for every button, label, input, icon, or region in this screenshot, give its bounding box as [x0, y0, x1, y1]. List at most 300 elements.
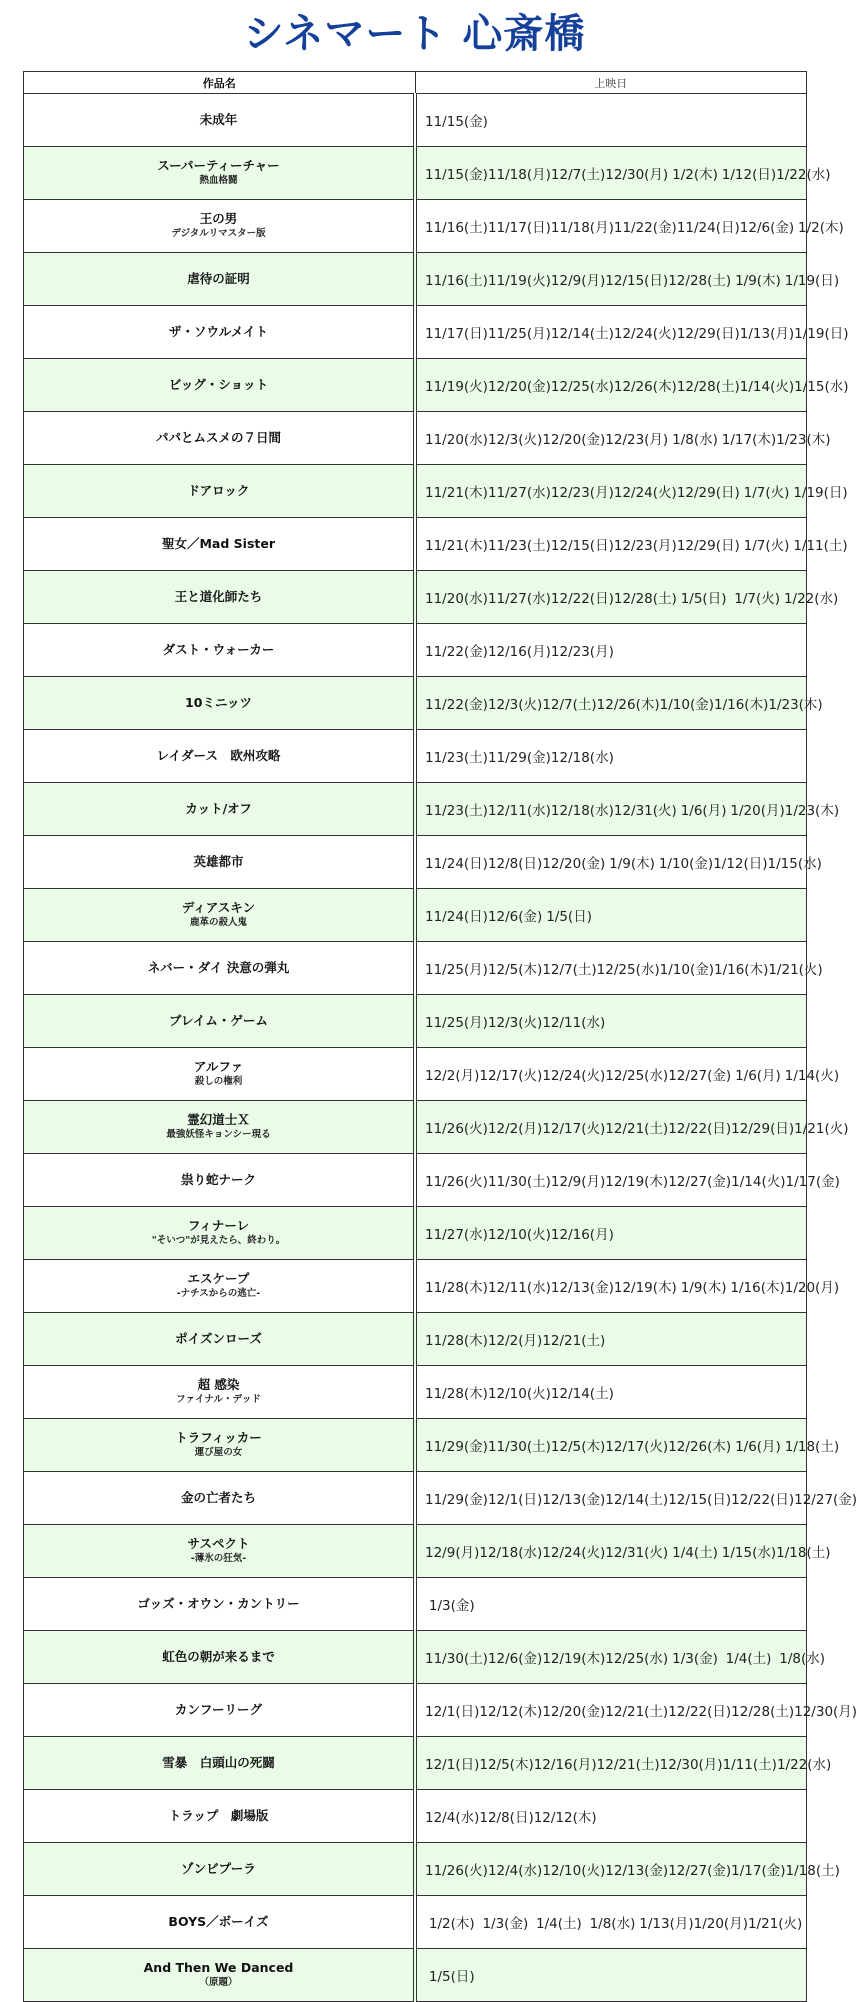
screening-date: 12/25(水) — [596, 962, 660, 978]
screening-dates-cell — [415, 836, 822, 889]
screening-date: 1/4(土) — [672, 1545, 718, 1561]
screening-date: 11/18(月) — [550, 220, 614, 236]
movie-subtitle: 熱血格闘 — [199, 175, 238, 187]
screening-dates-list — [425, 1117, 849, 1137]
screening-date: 11/21(木) — [425, 485, 488, 501]
screening-date: 12/31(火) — [605, 1545, 669, 1561]
screening-date: 12/22(日) — [668, 1704, 732, 1720]
screening-date: 1/22(水) — [783, 591, 839, 607]
screening-date: 1/6(月) — [735, 1068, 781, 1084]
screening-date: 1/22(水) — [776, 1757, 832, 1773]
screening-date: 12/11(水) — [542, 1015, 606, 1031]
movie-title-cell — [24, 1313, 416, 1366]
screening-date: 1/4(土) — [536, 1916, 582, 1932]
screening-dates-list — [425, 640, 800, 660]
screening-date: 1/15(水) — [721, 1545, 777, 1561]
screening-dates-list — [425, 693, 823, 713]
movie-title: レイダース 欧州攻略 — [156, 747, 281, 763]
movie-title: BOYS／ボーイズ — [168, 1913, 269, 1929]
screening-date: 1/8(水) — [589, 1916, 636, 1932]
screening-date: 12/30(月) — [794, 1704, 857, 1720]
table-row — [24, 783, 807, 836]
screening-date: 12/23(月) — [605, 432, 669, 448]
screening-date: 1/15(水) — [794, 379, 849, 395]
movie-title-cell — [24, 783, 416, 836]
screening-dates-cell — [415, 942, 823, 995]
screening-date: 12/10(火) — [487, 1386, 551, 1402]
movie-title-cell — [24, 1101, 416, 1154]
movie-title-cell — [24, 1207, 416, 1260]
screening-date: 12/11(水) — [487, 803, 551, 819]
table-row — [24, 1949, 807, 2002]
movie-title: 王の男 — [199, 211, 238, 227]
movie-title: ブレイム・ゲーム — [169, 1012, 268, 1028]
movie-title-cell — [24, 306, 416, 359]
screening-date: 11/16(土) — [425, 220, 488, 236]
movie-subtitle: 運び屋の女 — [194, 1447, 243, 1459]
screening-dates-cell — [415, 253, 840, 306]
screening-date: 11/17(日) — [425, 326, 488, 342]
screening-date: 11/30(土) — [487, 1174, 551, 1190]
table-header-row — [24, 72, 807, 94]
screening-date: 11/20(水) — [425, 432, 488, 448]
movie-subtitle: （原題） — [199, 1977, 238, 1989]
screening-date: 1/2(木) — [672, 167, 718, 183]
screening-date: 12/12(木) — [533, 1810, 597, 1826]
movie-title-cell — [24, 1419, 416, 1472]
screening-dates-list — [425, 852, 822, 872]
screening-date: 1/17(木) — [721, 432, 777, 448]
table-row — [24, 942, 807, 995]
screening-date: 11/24(日) — [425, 856, 488, 872]
screening-date: 1/3(金) — [482, 1916, 529, 1932]
movie-title: 虹色の朝が来るまで — [162, 1648, 275, 1664]
screening-date: 1/20(月) — [693, 1916, 748, 1932]
screening-dates-cell — [415, 995, 807, 1048]
screening-date: 12/13(金) — [542, 1492, 606, 1508]
screening-dates-cell — [415, 1896, 807, 1949]
table-row — [24, 1260, 807, 1313]
movie-title: ザ・ソウルメイト — [168, 323, 268, 339]
movie-title: ダスト・ウォーカー — [162, 641, 275, 657]
table-row — [24, 1631, 807, 1684]
screening-dates-list — [425, 1064, 840, 1084]
movie-subtitle: 鹿革の殺人鬼 — [189, 917, 247, 929]
screening-date: 12/16(月) — [550, 1227, 614, 1243]
screening-date: 12/1(日) — [425, 1757, 480, 1773]
screening-dates-list — [425, 1859, 840, 1879]
screening-dates-cell — [415, 1154, 840, 1207]
screening-date: 1/14(火) — [784, 1068, 840, 1084]
movie-title: ポイズンローズ — [175, 1330, 262, 1346]
movie-title-cell — [24, 1843, 416, 1896]
movie-title: 雪暴 白頭山の死闘 — [162, 1754, 275, 1770]
screening-date: 12/9(月) — [550, 273, 606, 289]
screening-date: 12/25(水) — [605, 1651, 669, 1667]
screening-dates-cell — [415, 412, 831, 465]
page-title: シネマート 心斎橋 — [243, 11, 586, 57]
screening-dates-list — [425, 534, 848, 554]
table-row — [24, 1896, 807, 1949]
movie-title-cell — [24, 147, 416, 200]
screening-dates-cell — [415, 783, 840, 836]
screening-dates-cell — [415, 1472, 857, 1525]
screening-date: 11/15(金) — [425, 114, 488, 130]
movie-title: 英雄都市 — [193, 853, 244, 869]
screening-date: 1/14(火) — [731, 1174, 786, 1190]
header-title-column: 作品名 — [24, 72, 416, 94]
screening-date: 12/20(金) — [487, 379, 551, 395]
screening-date: 12/28(土) — [668, 273, 732, 289]
table-row — [24, 253, 807, 306]
movie-title: トラフィッカー — [175, 1430, 262, 1446]
screening-date: 12/29(日) — [676, 326, 740, 342]
screening-date: 11/29(金) — [425, 1439, 488, 1455]
screening-date: 12/20(金) — [542, 1704, 606, 1720]
screening-date: 12/27(金) — [668, 1174, 732, 1190]
screening-date: 11/26(火) — [425, 1121, 488, 1137]
screening-dates-list — [425, 1435, 840, 1455]
movie-title: アルファ — [193, 1059, 244, 1075]
table-row — [24, 147, 807, 200]
screening-date: 12/19(木) — [613, 1280, 677, 1296]
screening-date: 11/20(水) — [425, 591, 488, 607]
movie-title: 虐待の証明 — [187, 270, 250, 286]
screening-date: 11/15(金) — [425, 167, 488, 183]
screening-date: 1/9(木) — [680, 1280, 727, 1296]
screening-date: 1/21(火) — [768, 962, 823, 978]
screening-dates-list — [425, 799, 840, 819]
movie-title-cell — [24, 571, 416, 624]
screening-date: 11/19(火) — [425, 379, 488, 395]
movie-title-cell — [24, 1949, 416, 2002]
screening-dates-cell — [415, 1949, 807, 2002]
screening-date: 12/27(金) — [794, 1492, 857, 1508]
movie-title-cell — [24, 1472, 416, 1525]
movie-title-cell — [24, 1737, 416, 1790]
movie-title: 10ミニッツ — [185, 694, 252, 710]
table-row — [24, 889, 807, 942]
screening-date: 12/24(火) — [542, 1068, 606, 1084]
screening-date: 12/4(水) — [487, 1863, 543, 1879]
screening-date: 12/17(火) — [542, 1121, 606, 1137]
screening-date: 12/8(日) — [479, 1810, 534, 1826]
screening-date: 11/16(土) — [425, 273, 488, 289]
screening-dates-list — [425, 1223, 800, 1243]
screening-date: 11/24(日) — [425, 909, 488, 925]
movie-title: ディアスキン — [181, 900, 256, 916]
movie-title-cell — [24, 995, 416, 1048]
screening-dates-list — [425, 1700, 857, 1720]
screening-date: 1/4(土) — [725, 1651, 772, 1667]
screening-dates-list — [425, 1382, 800, 1402]
screening-date: 12/18(水) — [479, 1545, 543, 1561]
screening-date: 11/25(月) — [487, 326, 551, 342]
screening-date: 1/3(金) — [672, 1651, 718, 1667]
screening-date: 1/12(日) — [721, 167, 777, 183]
movie-title-cell — [24, 1366, 416, 1419]
movie-title: 超 感染 — [197, 1377, 240, 1393]
screening-dates-cell — [415, 1366, 807, 1419]
screening-date: 12/20(金) — [542, 432, 606, 448]
movie-title: 未成年 — [199, 111, 238, 127]
table-row — [24, 1843, 807, 1896]
screening-date: 12/22(日) — [550, 591, 614, 607]
screening-date: 12/27(金) — [668, 1863, 732, 1879]
screening-date: 1/7(火) — [743, 538, 790, 554]
screening-dates-cell — [415, 571, 839, 624]
table-row — [24, 94, 807, 147]
screening-date: 12/18(水) — [550, 750, 614, 766]
screening-date: 12/21(土) — [605, 1121, 669, 1137]
screening-dates-list — [425, 1912, 803, 1932]
screening-dates-cell — [415, 359, 849, 412]
screening-date: 12/10(火) — [487, 1227, 551, 1243]
schedule-body — [24, 94, 857, 2002]
screening-date: 11/19(火) — [487, 273, 551, 289]
table-row — [24, 465, 807, 518]
movie-title-cell — [24, 1631, 416, 1684]
screening-dates-list — [425, 1647, 825, 1667]
screening-date: 12/9(月) — [550, 1174, 606, 1190]
screening-date: 1/20(月) — [730, 803, 785, 819]
screening-date: 11/28(木) — [425, 1386, 488, 1402]
screening-date: 12/12(木) — [479, 1704, 543, 1720]
screening-date: 12/10(火) — [542, 1863, 606, 1879]
screening-dates-list — [425, 905, 800, 925]
screening-date: 1/13(月) — [639, 1916, 694, 1932]
table-row — [24, 1101, 807, 1154]
screening-date: 12/22(日) — [668, 1121, 732, 1137]
screening-date: 12/4(水) — [425, 1810, 480, 1826]
movie-title: サスペクト — [187, 1536, 250, 1552]
table-row — [24, 677, 807, 730]
schedule-table — [23, 71, 857, 2002]
screening-date: 12/22(日) — [731, 1492, 795, 1508]
screening-date: 12/7(土) — [542, 697, 597, 713]
screening-dates-cell — [415, 677, 823, 730]
screening-date: 12/15(日) — [550, 538, 614, 554]
screening-date: 1/16(木) — [713, 697, 769, 713]
screening-dates-list — [425, 163, 831, 183]
screening-date: 12/28(土) — [731, 1704, 795, 1720]
screening-dates-list — [425, 1541, 831, 1561]
screening-date: 12/21(土) — [596, 1757, 660, 1773]
movie-title: 霊幻道士Ｘ — [187, 1112, 250, 1128]
screening-date: 12/25(水) — [550, 379, 614, 395]
screening-date: 1/9(木) — [735, 273, 781, 289]
screening-date: 11/27(水) — [487, 591, 551, 607]
screening-date: 12/24(火) — [613, 485, 677, 501]
screening-date: 1/8(水) — [672, 432, 718, 448]
screening-date: 11/18(月) — [487, 167, 551, 183]
screening-date: 12/15(日) — [605, 273, 669, 289]
table-row — [24, 1419, 807, 1472]
screening-date: 12/14(土) — [605, 1492, 669, 1508]
screening-date: 12/5(木) — [479, 1757, 534, 1773]
screening-date: 12/2(月) — [487, 1333, 543, 1349]
screening-dates-list — [425, 1594, 800, 1614]
screening-date: 12/1(日) — [487, 1492, 543, 1508]
screening-date: 1/2(木) — [798, 220, 844, 236]
screening-date: 11/29(金) — [487, 750, 551, 766]
movie-title: ネバー・ダイ 決意の弾丸 — [147, 959, 290, 975]
movie-title: エスケープ — [187, 1271, 250, 1287]
movie-subtitle: -ナチスからの逃亡- — [176, 1288, 261, 1300]
screening-date: 1/12(日) — [713, 856, 768, 872]
movie-title-cell — [24, 1578, 416, 1631]
screening-date: 12/6(金) — [487, 1651, 543, 1667]
screening-date: 11/28(木) — [425, 1333, 488, 1349]
screening-date: 12/7(土) — [542, 962, 597, 978]
table-row — [24, 1154, 807, 1207]
movie-title-cell — [24, 1684, 416, 1737]
movie-title-cell — [24, 1048, 416, 1101]
screening-date: 1/6(月) — [735, 1439, 781, 1455]
movie-title: カット/オフ — [185, 800, 252, 816]
screening-date: 1/22(水) — [776, 167, 831, 183]
table-row — [24, 518, 807, 571]
screening-date: 12/19(木) — [605, 1174, 669, 1190]
movie-title: ビッグ・ショット — [168, 376, 269, 392]
screening-date: 1/19(日) — [793, 485, 848, 501]
screening-date: 1/23(木) — [784, 803, 840, 819]
screening-date: 1/18(土) — [785, 1863, 840, 1879]
movie-title-cell — [24, 889, 416, 942]
table-row — [24, 1313, 807, 1366]
movie-subtitle: -薄氷の狂気- — [190, 1553, 247, 1565]
table-row — [24, 412, 807, 465]
screening-date: 1/3(金) — [428, 1598, 475, 1614]
movie-title-cell — [24, 1154, 416, 1207]
movie-title-cell — [24, 1260, 416, 1313]
screening-date: 12/17(火) — [479, 1068, 543, 1084]
screening-date: 12/7(土) — [550, 167, 606, 183]
movie-title-cell — [24, 730, 416, 783]
screening-date: 1/20(月) — [784, 1280, 840, 1296]
screening-date: 12/29(日) — [731, 1121, 795, 1137]
screening-dates-list — [425, 110, 800, 130]
screening-dates-cell — [415, 94, 807, 147]
screening-date: 11/23(土) — [425, 750, 488, 766]
screening-dates-list — [425, 1488, 857, 1508]
table-row — [24, 1366, 807, 1419]
screening-date: 1/16(木) — [730, 1280, 785, 1296]
movie-subtitle: 殺しの権利 — [194, 1076, 243, 1088]
screening-dates-list — [425, 216, 844, 236]
screening-date: 12/6(金) — [739, 220, 795, 236]
screening-date: 11/22(金) — [425, 697, 488, 713]
screening-dates-cell — [415, 1207, 807, 1260]
screening-dates-list — [425, 1276, 840, 1296]
screening-date: 12/28(土) — [676, 379, 740, 395]
screening-dates-list — [425, 428, 831, 448]
screening-date: 12/6(金) — [487, 909, 543, 925]
screening-dates-list — [425, 1965, 800, 1985]
movie-title-cell — [24, 518, 416, 571]
screening-date: 11/27(水) — [487, 485, 551, 501]
screening-date: 1/17(金) — [731, 1863, 786, 1879]
table-row — [24, 836, 807, 889]
screening-date: 11/24(日) — [676, 220, 740, 236]
screening-date: 12/27(金) — [668, 1068, 732, 1084]
screening-date: 12/26(木) — [668, 1439, 732, 1455]
movie-title: 王と道化師たち — [174, 588, 263, 604]
screening-dates-list — [425, 269, 840, 289]
movie-title-cell — [24, 465, 416, 518]
screening-date: 12/14(土) — [550, 326, 614, 342]
movie-title-cell — [24, 253, 416, 306]
movie-title-cell — [24, 359, 416, 412]
screening-date: 12/2(月) — [487, 1121, 543, 1137]
movie-title-cell — [24, 1896, 416, 1949]
screening-date: 12/21(土) — [542, 1333, 606, 1349]
screening-date: 12/16(月) — [487, 644, 551, 660]
screening-date: 1/8(水) — [779, 1651, 825, 1667]
movie-title-cell — [24, 412, 416, 465]
screening-date: 1/10(金) — [659, 697, 714, 713]
screening-date: 1/16(木) — [713, 962, 769, 978]
movie-title: 金の亡者たち — [180, 1489, 256, 1505]
movie-title-cell — [24, 677, 416, 730]
screening-date: 1/13(月) — [739, 326, 795, 342]
movie-title: スーパーティーチャー — [157, 158, 280, 174]
screening-dates-cell — [415, 1101, 849, 1154]
screening-date: 12/23(月) — [550, 485, 614, 501]
screening-dates-cell — [415, 200, 844, 253]
screening-dates-list — [425, 481, 848, 501]
screening-date: 1/21(火) — [747, 1916, 803, 1932]
screening-date: 12/29(日) — [676, 538, 740, 554]
screening-date: 12/17(火) — [605, 1439, 669, 1455]
screening-date: 11/26(火) — [425, 1174, 488, 1190]
screening-date: 11/30(土) — [487, 1439, 551, 1455]
screening-date: 12/29(日) — [676, 485, 740, 501]
screening-date: 12/11(水) — [487, 1280, 551, 1296]
screening-date: 12/21(土) — [605, 1704, 669, 1720]
screening-date: 12/19(木) — [542, 1651, 606, 1667]
screening-date: 1/18(土) — [784, 1439, 840, 1455]
screening-date: 1/23(木) — [776, 432, 831, 448]
screening-dates-cell — [415, 1843, 840, 1896]
screening-dates-cell — [415, 306, 849, 359]
movie-title: ゴッズ・オウン・カントリー — [137, 1595, 300, 1611]
screening-date: 11/27(水) — [425, 1227, 488, 1243]
table-row — [24, 1525, 807, 1578]
screening-date: 1/18(土) — [776, 1545, 831, 1561]
screening-date: 11/25(月) — [425, 1015, 488, 1031]
movie-title: カンフーリーグ — [174, 1701, 263, 1717]
screening-date: 1/23(木) — [768, 697, 823, 713]
screening-date: 1/7(火) — [734, 591, 781, 607]
table-row — [24, 1578, 807, 1631]
screening-date: 12/30(月) — [659, 1757, 723, 1773]
screening-date: 11/22(金) — [425, 644, 488, 660]
screening-date: 12/9(月) — [425, 1545, 480, 1561]
table-row — [24, 1790, 807, 1843]
screening-date: 11/28(木) — [425, 1280, 488, 1296]
screening-date: 12/8(日) — [487, 856, 543, 872]
screening-date: 12/16(月) — [533, 1757, 597, 1773]
screening-dates-cell — [415, 1313, 807, 1366]
screening-date: 12/13(金) — [550, 1280, 614, 1296]
screening-date: 1/21(火) — [794, 1121, 849, 1137]
movie-title-cell — [24, 1525, 416, 1578]
screening-dates-list — [425, 1806, 800, 1826]
screening-date: 12/23(月) — [550, 644, 614, 660]
screening-date: 1/2(木) — [428, 1916, 475, 1932]
screening-date: 1/17(金) — [785, 1174, 840, 1190]
